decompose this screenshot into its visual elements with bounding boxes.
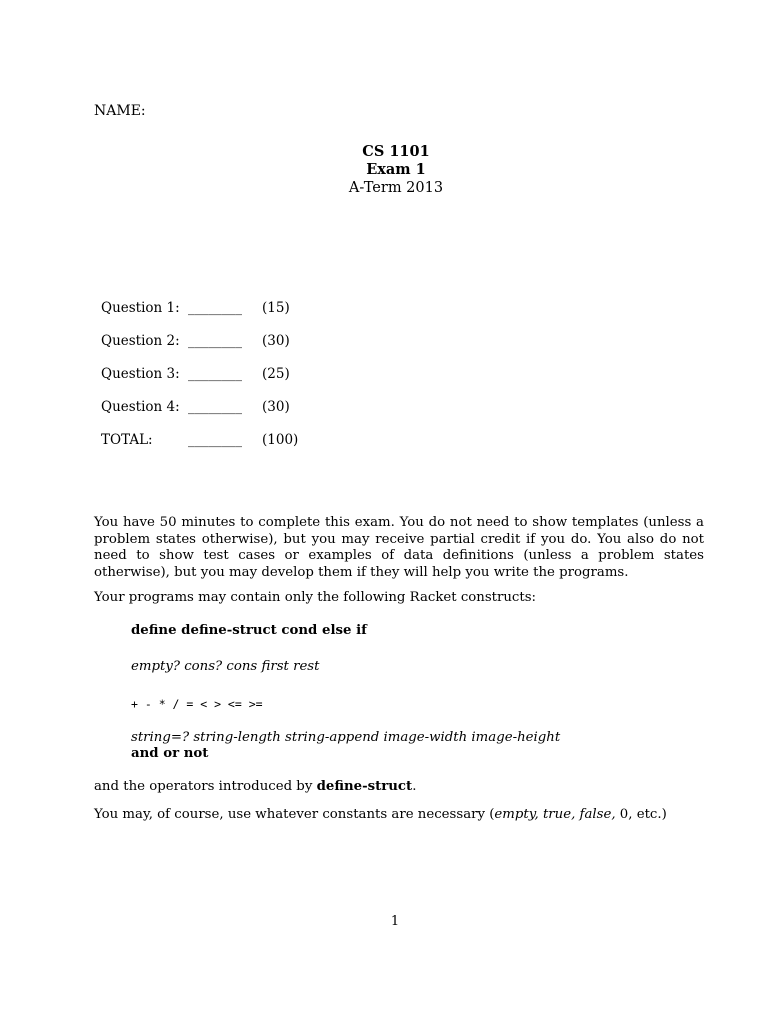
- course-title: CS 1101: [362, 143, 430, 160]
- constants-prefix: You may, of course, use whatever constants are necessary (: [94, 807, 495, 822]
- operators-prefix: and the operators introduced by: [94, 779, 317, 794]
- title-block: [0, 143, 770, 197]
- constructs-logic: and or not: [131, 746, 209, 761]
- score-label: Question 4:: [101, 399, 180, 415]
- score-points: (25): [262, 366, 290, 382]
- constructs-keywords: define define-struct cond else if: [131, 623, 367, 638]
- score-blank: ________: [188, 399, 242, 415]
- score-blank: ________: [188, 366, 242, 382]
- operators-suffix: .: [412, 779, 417, 794]
- score-label: Question 3:: [101, 366, 180, 382]
- score-points: (30): [262, 399, 290, 415]
- constants-italic: empty, true, false,: [494, 807, 616, 822]
- score-blank: ________: [188, 432, 242, 448]
- score-label: TOTAL:: [101, 432, 153, 448]
- page-number: 1: [390, 914, 400, 929]
- score-blank: ________: [188, 333, 242, 349]
- score-points: (100): [262, 432, 299, 448]
- operators-define-struct: define-struct: [316, 779, 413, 794]
- exam-title: Exam 1: [366, 161, 426, 178]
- score-label: Question 2:: [101, 333, 180, 349]
- constants-note: [94, 807, 704, 824]
- instructions-intro: You have 50 minutes to complete this exam. You do not need to show templates (unless a problem states otherwise), but you may receive partial credit if you do. You also do not need to show test cases or examples of data definitions (unless a problem states otherwise), but you may develop them if they will help you write the programs.: [94, 515, 704, 580]
- term-label: A-Term 2013: [348, 180, 444, 196]
- score-label: Question 1:: [101, 300, 180, 316]
- constructs-string-ops: string=? string-length string-append image-width image-height: [131, 730, 561, 745]
- score-points: (15): [262, 300, 290, 316]
- constructs-arithmetic: + - * / = < > <= >=: [131, 697, 263, 711]
- operators-note: [94, 779, 704, 796]
- score-points: (30): [262, 333, 290, 349]
- constants-suffix: 0, etc.): [615, 807, 667, 822]
- constructs-lead: Your programs may contain only the following Racket constructs:: [94, 590, 537, 605]
- name-label: NAME:: [94, 103, 146, 119]
- constructs-list-ops: empty? cons? cons first rest: [131, 659, 320, 674]
- score-blank: ________: [188, 300, 242, 316]
